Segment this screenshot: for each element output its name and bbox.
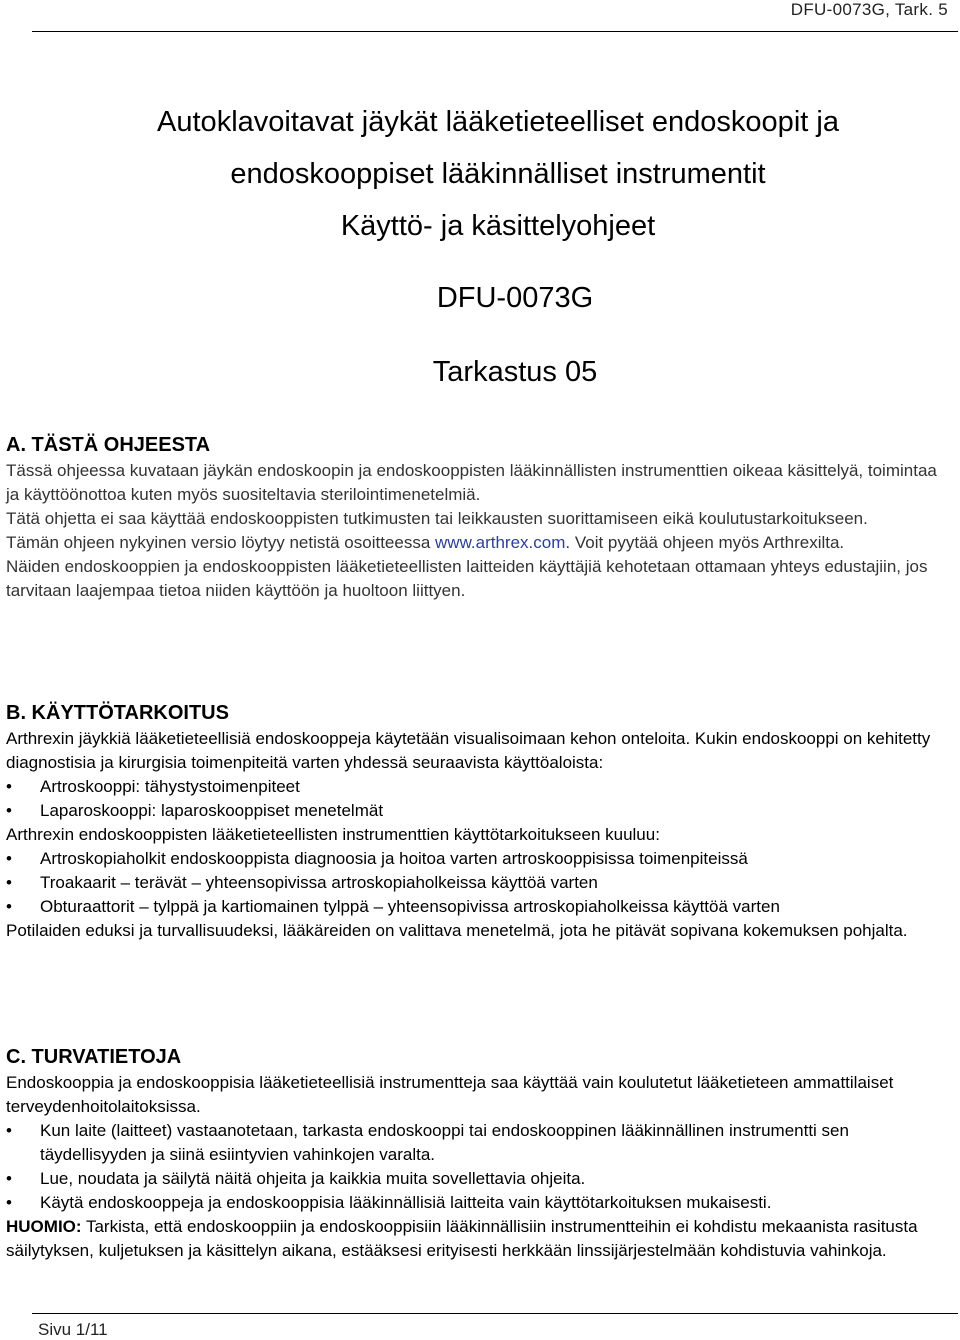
list-item-text: Kun laite (laitteet) vastaanotetaan, tarkasta endoskooppi tai endoskooppinen lääkinnällinen instrumentti sen täydellisyyden ja siinä esiintyvien vahinkojen varalta. [40, 1121, 849, 1164]
bullet-icon: • [6, 777, 12, 796]
list-item [6, 1167, 954, 1191]
title-line-1: Autoklavoitavat jäykät lääketieteelliset endoskoopit ja [157, 106, 839, 138]
section-b-paragraph-1: Arthrexin jäykkiä lääketieteellisiä endoskooppeja käytetään visualisoimaan kehon onteloita. Kukin endoskooppi on kehitetty diagnostisia ja kirurgisia toimenpiteitä varten yhdessä seuraavista käyttöaloista: [6, 729, 931, 772]
bullet-icon: • [6, 1121, 12, 1140]
list-item-text: Troakaarit – terävät – yhteensopivissa artroskopiaholkeissa käyttöä varten [40, 873, 598, 892]
list-item-text: Laparoskooppi: laparoskooppiset menetelmät [40, 801, 384, 820]
revision-label: Tarkastus 05 [432, 356, 598, 388]
bullet-icon: • [6, 801, 12, 820]
list-item [6, 775, 954, 799]
page-number: Sivu 1/11 [38, 1320, 108, 1339]
note-text: Tarkista, että endoskooppiin ja endoskooppisiin lääkinnällisiin instrumentteihin ei kohdistu mekaanista rasitusta säilytyksen, kuljetuksen ja käsittelyn aikana, estääksesi erityisesti herkkään linssijärjestelmään kohdistuvia vahinkoja. [6, 1217, 918, 1260]
section-a-paragraph-1: Tässä ohjeessa kuvataan jäykän endoskoopin ja endoskooppisten lääkinnällisten instrumenttien oikeaa käsittelyä, toimintaa ja käyttöönottoa kuten myös suositeltavia sterilointimenetelmiä. [6, 461, 937, 504]
note-label: HUOMIO: [6, 1217, 82, 1236]
website-link[interactable]: www.arthrex.com [435, 533, 566, 552]
instrument-list [6, 847, 954, 919]
title-block [0, 96, 960, 252]
safety-note [6, 1215, 954, 1263]
title-line-2: endoskooppiset lääkinnälliset instrumentit [230, 158, 766, 190]
bullet-icon: • [6, 1169, 12, 1188]
bullet-icon: • [6, 873, 12, 892]
section-a-heading: A. TÄSTÄ OHJEESTA [6, 434, 211, 456]
bullet-icon: • [6, 849, 12, 868]
application-list [6, 775, 954, 823]
list-item [6, 1119, 954, 1167]
section-a-paragraph-3 [6, 531, 954, 555]
section-a-paragraph-4: Näiden endoskooppien ja endoskooppisten lääketieteellisten laitteiden käyttäjiä kehotetaan ottamaan yhteys edustajiin, jos tarvitaan laajempaa tietoa niiden käyttöön ja huoltoon liittyen. [6, 557, 928, 600]
safety-list [6, 1119, 954, 1215]
section-b-heading: B. KÄYTTÖTARKOITUS [6, 702, 229, 724]
list-item-text: Käytä endoskooppeja ja endoskooppisia lääkinnällisiä laitteita vain käyttötarkoituksen mukaisesti. [40, 1193, 772, 1212]
list-item [6, 799, 954, 823]
section-c-heading: C. TURVATIETOJA [6, 1046, 182, 1068]
header-divider [32, 31, 958, 32]
title-line-3: Käyttö- ja käsittelyohjeet [340, 210, 656, 242]
section-intended-use [6, 700, 954, 943]
section-a-paragraph-2: Tätä ohjetta ei saa käyttää endoskooppisten tutkimusten tai leikkausten suorittamiseen eikä koulutustarkoitukseen. [6, 509, 868, 528]
bullet-icon: • [6, 897, 12, 916]
section-safety [6, 1044, 954, 1263]
list-item-text: Lue, noudata ja säilytä näitä ohjeita ja kaikkia muita sovellettavia ohjeita. [40, 1169, 586, 1188]
paragraph-text: Tämän ohjeen nykyinen versio löytyy netistä osoitteessa [6, 533, 436, 552]
section-b-paragraph-2: Arthrexin endoskooppisten lääketieteellisten instrumenttien käyttötarkoitukseen kuuluu: [6, 825, 660, 844]
footer-divider [32, 1313, 958, 1314]
bullet-icon: • [6, 1193, 12, 1212]
section-c-paragraph-1: Endoskooppia ja endoskooppisia lääketieteellisiä instrumentteja saa käyttää vain koulutetut lääketieteen ammattilaiset terveydenhoitolaitoksissa. [6, 1073, 894, 1116]
paragraph-text: . Voit pyytää ohjeen myös Arthrexilta. [565, 533, 845, 552]
list-item [6, 871, 954, 895]
section-b-paragraph-3: Potilaiden eduksi ja turvallisuudeksi, lääkäreiden on valittava menetelmä, jota he pitävät sopivana kokemuksen pohjalta. [6, 921, 908, 940]
list-item-text: Obturaattorit – tylppä ja kartiomainen tylppä – yhteensopivissa artroskopiaholkeissa käyttöä varten [40, 897, 780, 916]
document-id: DFU-0073G [436, 282, 594, 314]
list-item-text: Artroskooppi: tähystystoimenpiteet [40, 777, 300, 796]
list-item [6, 895, 954, 919]
list-item [6, 1191, 954, 1215]
section-about [6, 432, 954, 603]
document-reference: DFU-0073G, Tark. 5 [790, 0, 948, 19]
list-item [6, 847, 954, 871]
list-item-text: Artroskopiaholkit endoskooppista diagnoosia ja hoitoa varten artroskooppisissa toimenpiteissä [40, 849, 748, 868]
